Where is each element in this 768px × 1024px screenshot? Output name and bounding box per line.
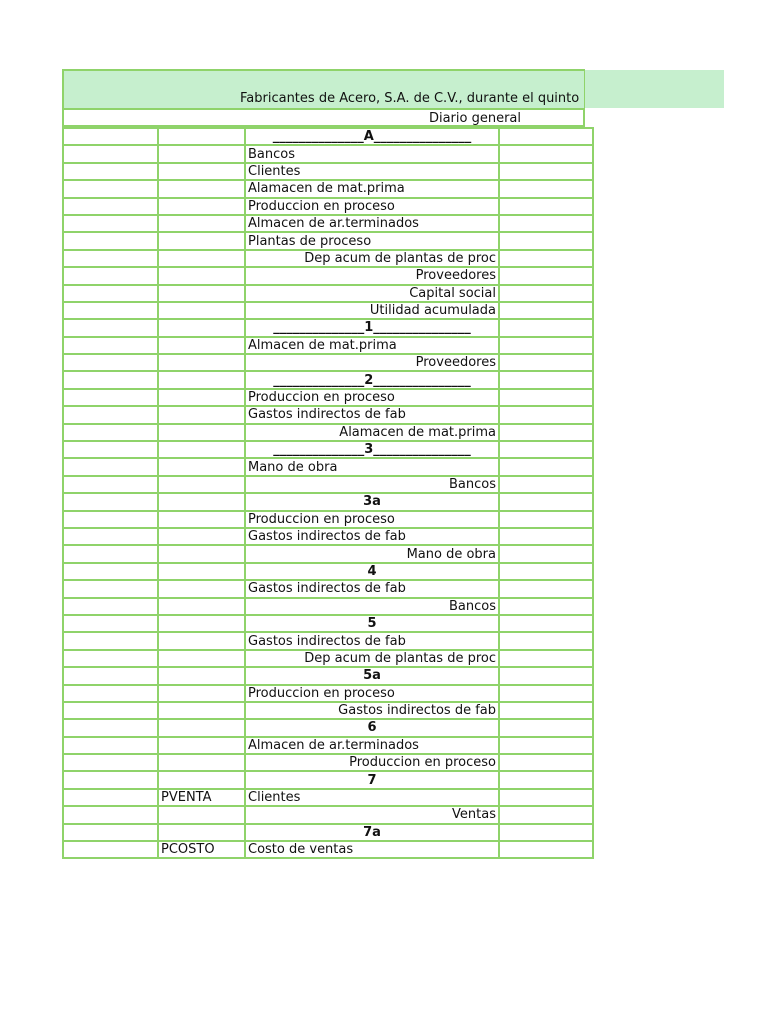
cell-amount[interactable] [499,128,593,145]
table-row [63,250,593,267]
debit-account[interactable]: Gastos indirectos de fab [245,528,499,545]
table-row [63,598,593,615]
cell-amount[interactable] [499,580,593,597]
cell-ref[interactable] [158,615,245,632]
credit-account[interactable]: Bancos [245,598,499,615]
cell-date[interactable] [63,563,158,580]
cell-ref[interactable] [158,180,245,197]
table-row [63,615,593,632]
table-row [63,632,593,649]
cell-date[interactable] [63,163,158,180]
table-row [63,319,593,336]
table-row [63,424,593,441]
debit-account[interactable]: Mano de obra [245,458,499,475]
table-row [63,824,593,841]
debit-account[interactable]: Plantas de proceso [245,232,499,249]
table-row [63,215,593,232]
cell-amount[interactable] [499,215,593,232]
cell-date[interactable] [63,841,158,858]
entry-header[interactable]: ______________2_______________ [245,371,499,388]
cell-date[interactable] [63,267,158,284]
cell-ref[interactable] [158,354,245,371]
debit-account[interactable]: Gastos indirectos de fab [245,580,499,597]
credit-account[interactable]: Utilidad acumulada [245,302,499,319]
cell-amount[interactable] [499,458,593,475]
cell-ref[interactable] [158,545,245,562]
credit-account[interactable]: Proveedores [245,354,499,371]
cell-date[interactable] [63,632,158,649]
cell-date[interactable] [63,493,158,510]
cell-amount[interactable] [499,667,593,684]
cell-date[interactable] [63,441,158,458]
cell-ref[interactable] [158,406,245,423]
cell-date[interactable] [63,528,158,545]
cell-ref[interactable] [158,145,245,162]
cell-amount[interactable] [499,615,593,632]
cell-amount[interactable] [499,180,593,197]
cell-amount[interactable] [499,702,593,719]
credit-account[interactable]: Ventas [245,806,499,823]
cell-amount[interactable] [499,511,593,528]
table-row [63,180,593,197]
table-row [63,702,593,719]
cell-ref[interactable] [158,389,245,406]
cell-ref[interactable] [158,458,245,475]
cell-ref[interactable] [158,232,245,249]
entry-header[interactable]: 4 [245,563,499,580]
debit-account[interactable]: Clientes [245,163,499,180]
cell-amount[interactable] [499,371,593,388]
table-row [63,685,593,702]
table-row [63,232,593,249]
cell-ref[interactable] [158,424,245,441]
cell-ref[interactable] [158,719,245,736]
entry-header[interactable]: 3a [245,493,499,510]
cell-amount[interactable] [499,424,593,441]
cell-ref[interactable] [158,598,245,615]
cell-amount[interactable] [499,806,593,823]
cell-amount[interactable] [499,250,593,267]
cell-ref[interactable] [158,754,245,771]
table-row [63,406,593,423]
cell-ref[interactable] [158,198,245,215]
cell-amount[interactable] [499,841,593,858]
cell-ref[interactable] [158,667,245,684]
table-row [63,841,593,858]
cell-ref[interactable] [158,650,245,667]
cell-amount[interactable] [499,598,593,615]
cell-amount[interactable] [499,232,593,249]
credit-account[interactable]: Proveedores [245,267,499,284]
entry-header[interactable]: 7 [245,771,499,788]
cell-ref[interactable] [158,215,245,232]
cell-date[interactable] [63,771,158,788]
credit-account[interactable]: Dep acum de plantas de proc [245,650,499,667]
table-row [63,458,593,475]
table-row [63,337,593,354]
cell-ref[interactable] [158,285,245,302]
entry-header[interactable]: 7a [245,824,499,841]
cell-date[interactable] [63,754,158,771]
cell-ref[interactable]: PCOSTO [158,841,245,858]
cell-amount[interactable] [499,754,593,771]
table-row [63,806,593,823]
debit-account[interactable]: Clientes [245,789,499,806]
cell-amount[interactable] [499,771,593,788]
cell-ref[interactable] [158,702,245,719]
cell-date[interactable] [63,824,158,841]
cell-ref[interactable] [158,493,245,510]
cell-amount[interactable] [499,441,593,458]
cell-ref[interactable] [158,128,245,145]
table-row [63,493,593,510]
journal-subtitle: Diario general [428,111,521,126]
table-row [63,389,593,406]
cell-date[interactable] [63,511,158,528]
cell-amount[interactable] [499,319,593,336]
debit-account[interactable]: Produccion en proceso [245,685,499,702]
cell-ref[interactable] [158,476,245,493]
entry-header[interactable]: 5 [245,615,499,632]
entry-header[interactable]: ______________A_______________ [245,128,499,145]
cell-ref[interactable] [158,824,245,841]
debit-account[interactable]: Almacen de mat.prima [245,337,499,354]
cell-date[interactable] [63,198,158,215]
cell-date[interactable] [63,685,158,702]
debit-account[interactable]: Gastos indirectos de fab [245,632,499,649]
debit-account[interactable]: Almacen de ar.terminados [245,737,499,754]
journal-table [62,127,594,859]
table-row [63,198,593,215]
cell-amount[interactable] [499,406,593,423]
cell-date[interactable] [63,667,158,684]
cell-ref[interactable] [158,580,245,597]
cell-ref[interactable] [158,563,245,580]
credit-account[interactable]: Bancos [245,476,499,493]
cell-date[interactable] [63,337,158,354]
cell-amount[interactable] [499,145,593,162]
cell-amount[interactable] [499,545,593,562]
cell-ref[interactable] [158,806,245,823]
cell-amount[interactable] [499,737,593,754]
cell-amount[interactable] [499,337,593,354]
cell-amount[interactable] [499,302,593,319]
cell-amount[interactable] [499,719,593,736]
table-row [63,267,593,284]
credit-account[interactable]: Mano de obra [245,545,499,562]
table-row [63,528,593,545]
cell-ref[interactable]: PVENTA [158,789,245,806]
cell-amount[interactable] [499,285,593,302]
debit-account[interactable]: Alamacen de mat.prima [245,180,499,197]
cell-ref[interactable] [158,737,245,754]
credit-account[interactable]: Dep acum de plantas de proc [245,250,499,267]
credit-account[interactable]: Produccion en proceso [245,754,499,771]
cell-date[interactable] [63,598,158,615]
cell-amount[interactable] [499,632,593,649]
cell-date[interactable] [63,354,158,371]
cell-ref[interactable] [158,163,245,180]
table-row [63,737,593,754]
cell-ref[interactable] [158,685,245,702]
cell-date[interactable] [63,545,158,562]
cell-date[interactable] [63,789,158,806]
cell-amount[interactable] [499,528,593,545]
header-border [62,69,64,109]
cell-amount[interactable] [499,824,593,841]
entry-header[interactable]: ______________1_______________ [245,319,499,336]
table-row [63,476,593,493]
cell-amount[interactable] [499,354,593,371]
cell-ref[interactable] [158,302,245,319]
cell-amount[interactable] [499,389,593,406]
debit-account[interactable]: Produccion en proceso [245,389,499,406]
table-row [63,302,593,319]
debit-account[interactable]: Costo de ventas [245,841,499,858]
cell-ref[interactable] [158,632,245,649]
table-row [63,441,593,458]
table-row [63,128,593,145]
table-row [63,371,593,388]
table-row [63,789,593,806]
cell-date[interactable] [63,702,158,719]
cell-ref[interactable] [158,441,245,458]
table-row [63,511,593,528]
cell-date[interactable] [63,737,158,754]
debit-account[interactable]: Produccion en proceso [245,198,499,215]
table-row [63,145,593,162]
cell-date[interactable] [63,458,158,475]
cell-date[interactable] [63,406,158,423]
cell-date[interactable] [63,285,158,302]
cell-amount[interactable] [499,267,593,284]
cell-amount[interactable] [499,563,593,580]
subtitle-row [62,108,585,127]
entry-header[interactable]: 6 [245,719,499,736]
table-row [63,771,593,788]
table-row [63,650,593,667]
entry-header[interactable]: 5a [245,667,499,684]
table-row [63,719,593,736]
table-row [63,545,593,562]
cell-date[interactable] [63,806,158,823]
cell-ref[interactable] [158,371,245,388]
header-border [62,69,585,71]
cell-ref[interactable] [158,337,245,354]
cell-date[interactable] [63,145,158,162]
credit-account[interactable]: Gastos indirectos de fab [245,702,499,719]
cell-date[interactable] [63,232,158,249]
cell-amount[interactable] [499,163,593,180]
cell-date[interactable] [63,215,158,232]
table-row [63,563,593,580]
cell-ref[interactable] [158,250,245,267]
cell-date[interactable] [63,615,158,632]
cell-date[interactable] [63,302,158,319]
cell-amount[interactable] [499,789,593,806]
document-title: Fabricantes de Acero, S.A. de C.V., durante el quinto [240,91,580,106]
cell-date[interactable] [63,250,158,267]
cell-ref[interactable] [158,771,245,788]
debit-account[interactable]: Gastos indirectos de fab [245,406,499,423]
table-row [63,163,593,180]
debit-account[interactable]: Bancos [245,145,499,162]
debit-account[interactable]: Almacen de ar.terminados [245,215,499,232]
cell-date[interactable] [63,424,158,441]
cell-date[interactable] [63,476,158,493]
cell-amount[interactable] [499,650,593,667]
cell-ref[interactable] [158,319,245,336]
cell-date[interactable] [63,180,158,197]
cell-date[interactable] [63,650,158,667]
entry-header[interactable]: ______________3_______________ [245,441,499,458]
cell-date[interactable] [63,389,158,406]
cell-ref[interactable] [158,267,245,284]
cell-ref[interactable] [158,528,245,545]
table-row [63,667,593,684]
credit-account[interactable]: Capital social [245,285,499,302]
cell-amount[interactable] [499,493,593,510]
cell-ref[interactable] [158,511,245,528]
credit-account[interactable]: Alamacen de mat.prima [245,424,499,441]
cell-date[interactable] [63,371,158,388]
cell-amount[interactable] [499,476,593,493]
table-row [63,354,593,371]
cell-date[interactable] [63,580,158,597]
cell-date[interactable] [63,128,158,145]
cell-date[interactable] [63,319,158,336]
cell-amount[interactable] [499,685,593,702]
table-row [63,285,593,302]
cell-amount[interactable] [499,198,593,215]
cell-date[interactable] [63,719,158,736]
table-row [63,754,593,771]
table-row [63,580,593,597]
debit-account[interactable]: Produccion en proceso [245,511,499,528]
